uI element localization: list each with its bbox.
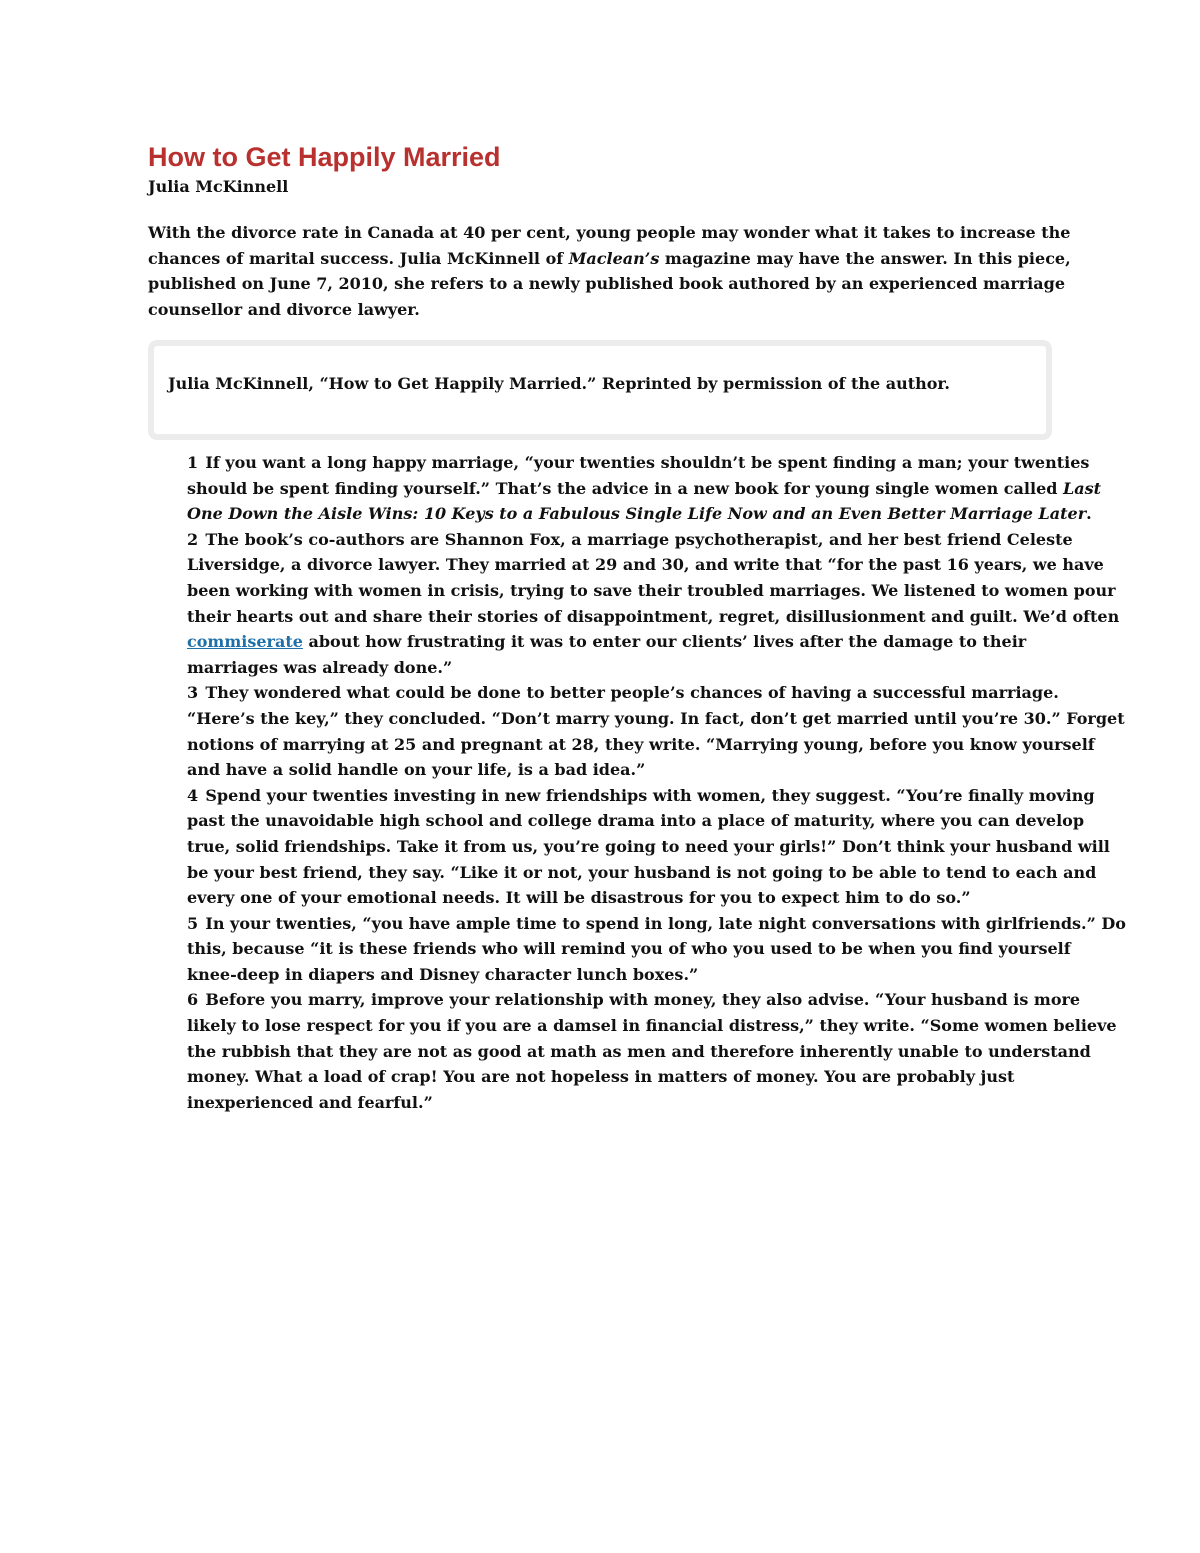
article-title: How to Get Happily Married: [148, 142, 501, 172]
paragraph-text: If you want a long happy marriage, “your twenties shouldn’t be spent finding a man; your twenties: [205, 453, 1090, 472]
paragraph-text: Spend your twenties investing in new friendships with women, they suggest. “You’re finally moving: [205, 785, 1095, 805]
paragraph-text: Before you marry, improve your relationship with money, they also advise. “Your husband is more: [205, 990, 1081, 1010]
paragraph-line: every one of your emotional needs. It will be disastrous for you to expect him to do so.”: [187, 888, 971, 908]
paragraph-number: 6: [187, 990, 199, 1010]
paragraph-line: knee-deep in diapers and Disney character lunch boxes.”: [187, 964, 699, 984]
paragraph-line: been working with women in crisis, trying to save their troubled marriages. We listened to women pour: [187, 580, 1116, 600]
paragraph-5: [187, 911, 1126, 988]
paragraph-line: [187, 987, 1081, 1013]
paragraph-text: should be spent finding yourself.” That’s the advice in a new book for young single women called: [187, 478, 1064, 498]
intro-line: published on June 7, 2010, she refers to a newly published book authored by an experienced marriage: [148, 274, 1065, 293]
paragraph-number: 4: [187, 785, 199, 805]
paragraph-text: The book’s co-authors are Shannon Fox, a marriage psychotherapist, and her best friend Celeste: [205, 529, 1073, 549]
paragraph-line: be your best friend, they say. “Like it or not, your husband is not going to be able to tend to each and: [187, 862, 1097, 882]
paragraph-line: this, because “it is these friends who will remind you of who you used to be when you find yourself: [187, 939, 1071, 959]
paragraph-6: [187, 987, 1117, 1115]
paragraph-line: [187, 680, 1057, 706]
paragraph-number: 3: [187, 683, 199, 703]
paragraph-line: marriages was already done.”: [187, 657, 453, 677]
paragraph-line: [187, 476, 1102, 502]
paragraph-text: In your twenties, “you have ample time to spend in long, late night conversations with girlfriends.” Do: [205, 913, 1126, 933]
paragraph-line: likely to lose respect for you if you are a damsel in financial distress,” they write. “Some women believe: [187, 1016, 1117, 1036]
article-body: [187, 450, 1126, 1115]
paragraph-line: [187, 527, 1073, 553]
article-intro: [148, 220, 1071, 322]
intro-line: [148, 246, 1071, 272]
paragraph-4: [187, 783, 1110, 911]
paragraph-text: .: [1086, 504, 1092, 524]
commiserate-link[interactable]: commiserate: [187, 632, 303, 652]
paragraph-line: [187, 450, 1090, 476]
paragraph-line: [187, 911, 1126, 937]
paragraph-number: 5: [187, 913, 199, 933]
paragraph-line: “Here’s the key,” they concluded. “Don’t marry young. In fact, don’t get married until you’re 30.” Forget: [187, 708, 1125, 728]
paragraph-line: the rubbish that they are not as good at math as men and therefore inherently unable to understand: [187, 1041, 1091, 1061]
paragraph-line: inexperienced and fearful.”: [187, 1092, 433, 1112]
paragraph-3: [187, 680, 1125, 782]
paragraph-line: [187, 629, 1057, 655]
paragraph-line: Liversidge, a divorce lawyer. They married at 29 and 30, and write that “for the past 16 years, we have: [187, 555, 1104, 575]
paragraph-line: their hearts out and share their stories of disappointment, regret, disillusionment and guilt. We’d often: [187, 606, 1120, 626]
paragraph-text: They wondered what could be done to better people’s chances of having a successful marriage.: [205, 683, 1059, 703]
paragraph-number: 2: [187, 529, 199, 549]
paragraph-line: money. What a load of crap! You are not hopeless in matters of money. You are probably just: [187, 1067, 1015, 1087]
paragraph-number: 1: [187, 453, 199, 472]
book-title: One Down the Aisle Wins: 10 Keys to a Fabulous Single Life Now and an Even Better Marriage Later: [187, 504, 1087, 524]
magazine-name: Maclean’s: [568, 248, 660, 268]
paragraph-1: [187, 450, 1102, 527]
paragraph-text: about how frustrating it was to enter our clients’ lives after the damage to their: [302, 632, 1027, 652]
intro-line: counsellor and divorce lawyer.: [148, 299, 420, 319]
book-title: Last: [1063, 478, 1102, 498]
permission-credit-text: Julia McKinnell, “How to Get Happily Married.” Reprinted by permission of the author.: [168, 374, 950, 393]
intro-text: chances of marital success. Julia McKinnell of: [148, 248, 569, 268]
permission-credit-box: [148, 340, 1052, 440]
paragraph-line: past the unavoidable high school and college drama into a place of maturity, where you can develop: [187, 811, 1085, 831]
intro-text: magazine may have the answer. In this piece,: [659, 248, 1071, 268]
paragraph-line: true, solid friendships. Take it from us, you’re going to need your girls!” Don’t think your husband will: [187, 836, 1110, 856]
article-author: Julia McKinnell: [148, 177, 289, 196]
paragraph-line: notions of marrying at 25 and pregnant at 28, they write. “Marrying young, before you know yourself: [187, 734, 1095, 754]
paragraph-2: [187, 527, 1120, 681]
paragraph-line: and have a solid handle on your life, is a bad idea.”: [187, 760, 646, 780]
paragraph-line: [187, 783, 1095, 809]
paragraph-line: [187, 501, 1092, 527]
intro-line: With the divorce rate in Canada at 40 per cent, young people may wonder what it takes to increase the: [148, 223, 1071, 242]
